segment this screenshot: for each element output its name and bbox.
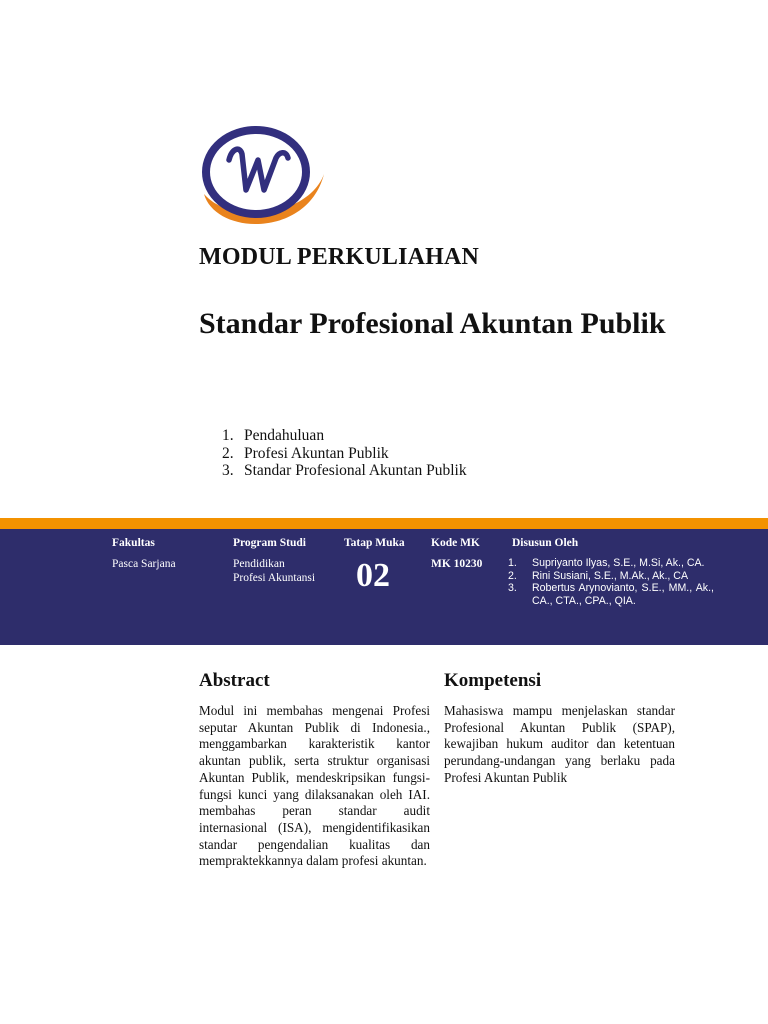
university-logo [196,120,330,238]
toc-item-label: Pendahuluan [244,427,325,444]
toc-item-number: 1. [222,427,234,444]
author-item [508,570,714,583]
kompetensi-heading: Kompetensi [444,670,542,691]
author-number: 3. [508,582,517,594]
toc-item-label: Standar Profesional Akuntan Publik [244,462,467,479]
author-number: 2. [508,569,517,582]
kompetensi-text: Mahasiswa mampu menjelaskan standar Profesional Akuntan Publik (SPAP), kewajiban hukum auditor dan ketentuan perundang-undangan yang berlaku pada Profesi Akuntan Publik [444,703,675,785]
toc-item [222,462,467,480]
author-name: Rini Susiani, S.E., M.Ak., Ak., CA [532,569,689,582]
orange-divider [0,518,768,529]
author-item [508,557,714,570]
tatap-muka-value: 02 [356,557,390,594]
tatap-muka-label: Tatap Muka [344,537,405,549]
toc-item [222,445,467,463]
logo-letter-w [229,149,288,190]
author-item [508,582,714,607]
program-studi-line: Pendidikan [233,558,285,570]
disusun-oleh-label: Disusun Oleh [512,537,579,549]
fakultas-value: Pasca Sarjana [112,558,176,570]
module-label: MODUL PERKULIAHAN [199,244,480,270]
toc-item-number: 3. [222,462,234,479]
program-studi-label: Program Studi [233,537,306,549]
program-studi-value [233,557,315,585]
kode-mk-label: Kode MK [431,537,480,549]
author-name: Supriyanto Ilyas, S.E., M.Si, Ak., CA. [532,557,705,569]
toc-item-label: Profesi Akuntan Publik [244,444,389,462]
toc-item [222,427,467,445]
kode-mk-value: MK 10230 [431,558,483,570]
abstract-heading: Abstract [199,670,270,691]
toc-item-number: 2. [222,444,234,462]
author-list [508,557,714,607]
author-number: 1. [508,557,517,569]
document-title: Standar Profesional Akuntan Publik [199,307,666,340]
table-of-contents [222,427,467,480]
fakultas-label: Fakultas [112,537,155,549]
abstract-text: Modul ini membahas mengenai Profesi seputar Akuntan Publik di Indonesia., menggambarkan karakteristik kantor akuntan publik, serta struktur organisasi Akuntan Publik, mendeskripsikan fungsi-fungsi kunci yang dilaksanakan oleh IAI. membahas peran standar audit internasional (ISA), mengidentifikasikan standar pengendalian kualitas dan mempraktekkannya dalam profesi akuntan. [199,703,430,869]
program-studi-line: Profesi Akuntansi [233,572,316,584]
course-info-band [0,529,768,645]
author-name: Robertus Arynovianto, S.E., MM., Ak., CA., CTA., CPA., QIA. [532,582,714,607]
